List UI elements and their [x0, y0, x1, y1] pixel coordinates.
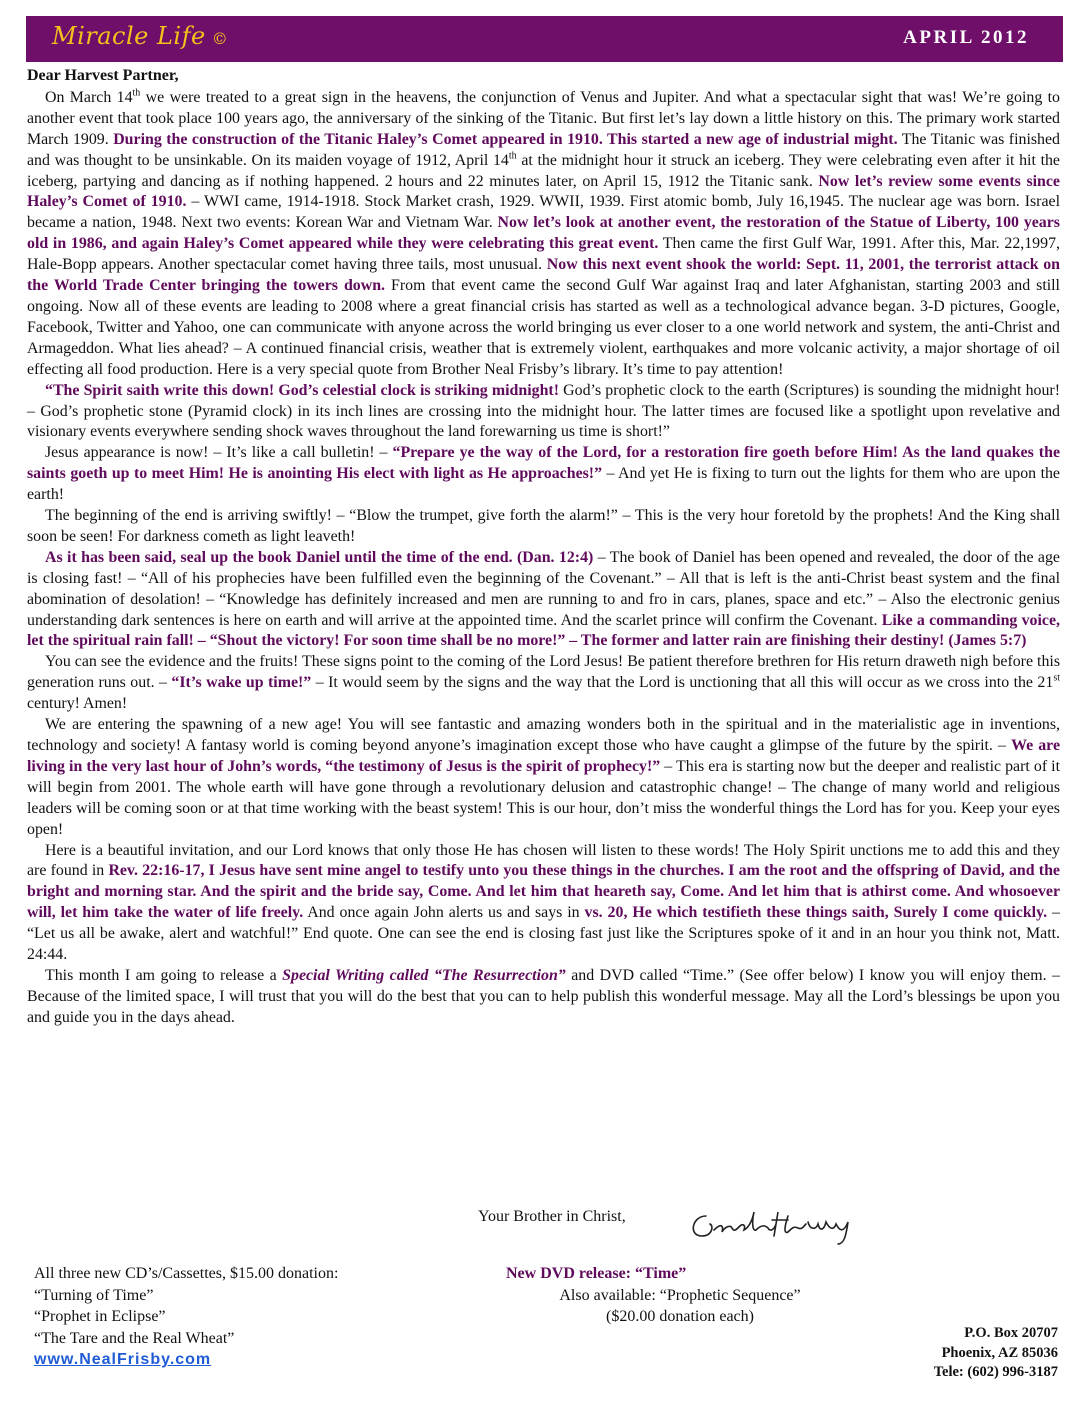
cd-title: “The Tare and the Real Wheat”	[34, 1329, 235, 1347]
paragraph	[27, 841, 1060, 966]
highlighted-text: During the construction of the Titanic Haley’s Comet appeared in 1910. This started a new age of industrial might.	[113, 130, 898, 148]
text-run: – And yet He is fixing to turn out the lights for them who are upon the earth!	[27, 465, 1060, 504]
text-run: – The book of Daniel has been opened and revealed, the door of the age is closing fast! – “All of his prophecies have been fulfilled even the beginning of the Covenant.” – All that is left is the anti-Christ beast system and the final abomination of desolation! – “Knowledge has definitely increased and men are running to and fro in cars, planes, space and etc.” – Also the electronic genius understanding dark sentences is here on earth and will arrive at the appointed time. And the scarlet prince will confirm the Covenant.	[27, 548, 1060, 629]
paragraph	[27, 966, 1060, 1029]
text-run: and DVD called “Time.” (See offer below) I know you will enjoy them. – Because of the limited space, I will trust that you will do the best that you can to help publish this wonderful message. May all the Lord’s blessings be upon you and guide you in the days ahead.	[27, 966, 1060, 1026]
highlighted-text: Now this next event shook the world: Sept. 11, 2001, the terrorist attack on the World Trade Center bringing the towers down.	[27, 256, 1060, 295]
address-city: Phoenix, AZ 85036	[941, 1344, 1058, 1361]
dvd-title: New DVD release: “Time”	[506, 1265, 687, 1282]
text-run: From that event came the second Gulf War against Iraq and later Afghanistan, starting 2003 and still ongoing. Now all of these events are leading to 2008 where a great financial crisis has started as well as a technological advance began. 3-D pictures, Google, Facebook, Twitter and Yahoo, one can communicate with anyone across the world bringing us ever closer to a one world network and system, the anti-Christ and Armageddon. What lies ahead? – A continued financial crisis, weather that is extremely violent, earthquakes and more volcanic activity, a major shortage of oil effecting all food production. Here is a very special quote from Brother Neal Frisby’s library. It’s time to pay attention!	[27, 277, 1060, 378]
paragraph	[27, 715, 1060, 840]
highlighted-text: Now let’s review some events since Haley’s Comet of 1910.	[27, 172, 1060, 211]
signature-icon	[684, 1202, 884, 1248]
copyright-mark: ©	[211, 29, 229, 48]
text-run: On March 14	[45, 88, 133, 106]
text-run: – “Let us all be awake, alert and watchful!” End quote. One can see the end is closing fast just like the Scriptures spoke of it and in an hour you think not, Matt. 24:44.	[27, 904, 1060, 964]
header-banner	[26, 16, 1063, 62]
paragraph	[27, 443, 1060, 506]
closing-line: Your Brother in Christ,	[478, 1208, 626, 1225]
text-run: This month I am going to release a	[45, 966, 283, 984]
paragraph	[27, 652, 1060, 715]
paragraph	[27, 548, 1060, 653]
paragraph	[27, 88, 1060, 381]
cd-offer-lead: All three new CD’s/Cassettes, $15.00 donation:	[34, 1265, 339, 1282]
cd-title: “Turning of Time”	[34, 1286, 154, 1304]
highlighted-text: vs. 20, He which testifieth these things saith, Surely I come quickly.	[584, 904, 1048, 922]
text-run: th	[132, 87, 141, 99]
text-run: Here is a beautiful invitation, and our Lord knows that only those He has chosen will listen to these words! The Holy Spirit unctions me to add this and they are found in	[27, 841, 1060, 880]
website-link[interactable]: www.NealFrisby.com	[34, 1351, 212, 1368]
text-run: The Titanic was finished and was thought to be unsinkable. On its maiden voyage of 1912, April 14	[27, 130, 1061, 169]
text-run: The beginning of the end is arriving swiftly! – “Blow the trumpet, give forth the alarm!” – This is the very hour foretold by the prophets! And the King shall soon be seen! For darkness cometh as light leaveth!	[27, 507, 1060, 545]
cd-title: “Prophet in Eclipse”	[34, 1308, 166, 1325]
address-po-box: P.O. Box 20707	[964, 1325, 1058, 1341]
highlighted-text: As it has been said, seal up the book Daniel until the time of the end. (Dan. 12:4)	[45, 548, 594, 566]
text-run: – It would seem by the signs and the way that the Lord is unctioning that all this will occur as we cross into the 21	[311, 674, 1054, 692]
highlighted-text: We are living in the very last hour of John’s words, “the testimony of Jesus is the spirit of prophecy!”	[27, 737, 1060, 775]
text-run: – This era is starting now but the deeper and realistic part of it will begin from 2001. The whole earth will have gone through a revolutionary delusion and catastrophic change! – The change of many world and religious leaders will be coming soon or at that time working with the beast system! This is our hour, don’t miss the wonderful things the Lord has for you. Keep your eyes open!	[27, 757, 1060, 838]
dvd-offer	[480, 1263, 880, 1328]
paragraph	[27, 506, 1060, 548]
text-run: century! Amen!	[27, 695, 128, 713]
issue-date: APRIL 2012	[903, 27, 1029, 48]
text-run: Then came the first Gulf War, 1991. After this, Mar. 22,1997, Hale-Bopp appears. Another spectacular comet having three tails, most unusual.	[27, 235, 1060, 274]
mailing-address	[934, 1324, 1058, 1383]
text-run: st	[1053, 672, 1060, 684]
brand-title	[52, 22, 228, 50]
highlighted-text: Special Writing called “The Resurrection”	[282, 966, 566, 984]
highlighted-text: “It’s wake up time!”	[171, 674, 312, 692]
paragraph	[27, 381, 1060, 444]
highlighted-text: Now let’s look at another event, the restoration of the Statue of Liberty, 100 years old in 1986, and again Haley’s Comet appeared while they were celebrating this great event.	[27, 214, 1060, 253]
highlighted-text: Like a commanding voice, let the spiritual rain fall! – “Shout the victory! For soon time shall be no more!” – The former and latter rain are finishing their destiny! (James 5:7)	[27, 611, 1060, 650]
text-run: You can see the evidence and the fruits! These signs point to the coming of the Lord Jesus! Be patient therefore brethren for His return draweth nigh before this generation runs out. –	[27, 653, 1060, 692]
address-phone: Tele: (602) 996-3187	[933, 1364, 1058, 1380]
brand-name: Miracle Life	[52, 22, 206, 50]
text-run: th	[508, 150, 517, 162]
text-run: we were treated to a great sign in the heavens, the conjunction of Venus and Jupiter. And what a spectacular sight that was! We’re going to another event that took place 100 years ago, the anniversary of the sinking of the Titanic. But first let’s lay down a little history on this. The primary work started March 1909.	[27, 88, 1060, 148]
cd-offer	[34, 1263, 338, 1371]
text-run: God’s prophetic clock to the earth (Scriptures) is sounding the midnight hour! – God’s prophetic stone (Pyramid clock) in its inch lines are crossing into the midnight hour. The latter times are focused like a spotlight upon revelative and visionary events everywhere sending shock waves throughout the land forewarning us time is short!”	[27, 381, 1060, 441]
text-run: Jesus appearance is now! – It’s like a call bulletin! –	[45, 444, 393, 462]
text-run: And once again John alerts us and says in	[303, 904, 585, 922]
also-available: Also available: “Prophetic Sequence”	[559, 1286, 801, 1304]
dvd-price: ($20.00 donation each)	[606, 1308, 754, 1325]
highlighted-text: Rev. 22:16-17, I Jesus have sent mine angel to testify unto you these things in the churches. I am the root and the offspring of David, and the bright and morning star. And the spirit and the bride say, Come. And let him that heareth say, Come. And let him that is athirst come. And whosoever will, let him take the water of life freely.	[27, 862, 1060, 922]
greeting: Dear Harvest Partner,	[27, 67, 179, 84]
text-run: – WWI came, 1914-1918. Stock Market crash, 1929. WWII, 1939. First atomic bomb, July 16,1945. The nuclear age was born. Israel became a nation, 1948. Next two events: Korean War and Vietnam War.	[27, 193, 1060, 232]
letter-body	[27, 66, 1060, 1029]
text-run: at the midnight hour it struck an iceberg. They were celebrating even after it hit the iceberg, partying and dancing as if nothing happened. 2 hours and 22 minutes later, on April 15, 1912 the Titanic sank.	[27, 151, 1060, 190]
highlighted-text: “The Spirit saith write this down! God’s celestial clock is striking midnight!	[45, 381, 560, 399]
highlighted-text: “Prepare ye the way of the Lord, for a restoration fire goeth before Him! As the land quakes the saints goeth up to meet Him! He is anointing His elect with light as He approaches!”	[27, 444, 1060, 483]
text-run: We are entering the spawning of a new age! You will see fantastic and amazing wonders both in the spiritual and in the materialistic age in inventions, technology and society! A fantasy world is coming beyond anyone’s imagination except those who have caught a glimpse of the future by the spirit. –	[27, 716, 1060, 754]
signature	[684, 1202, 884, 1253]
